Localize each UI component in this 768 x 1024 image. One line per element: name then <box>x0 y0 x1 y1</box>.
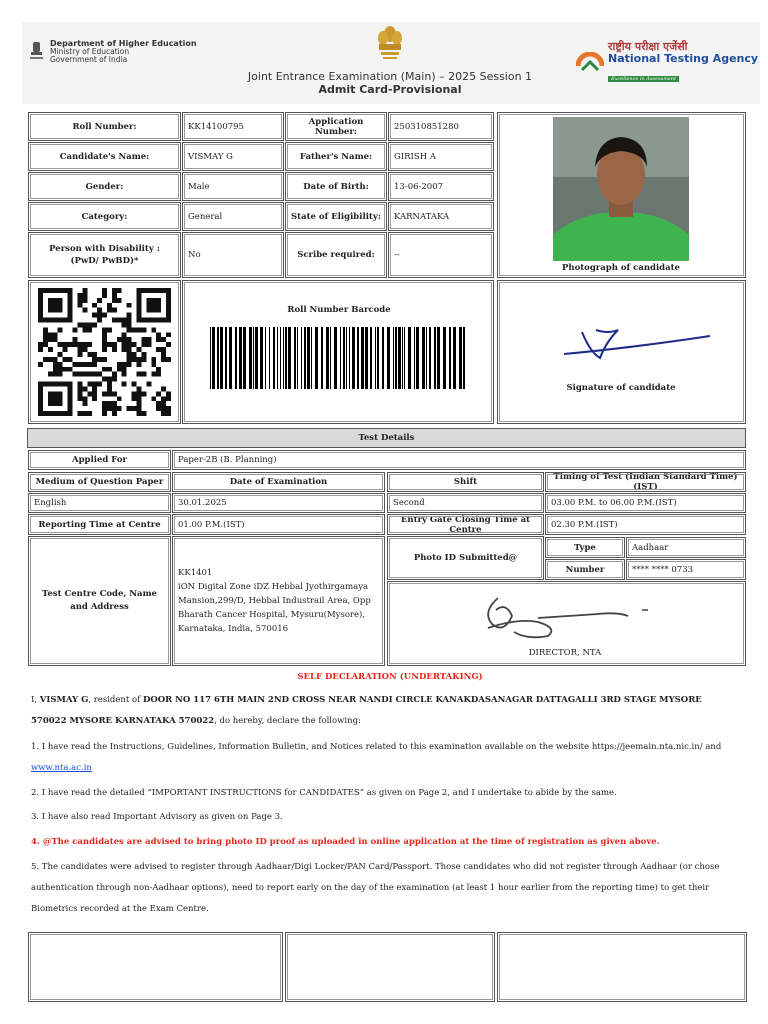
father-name-value: GIRISH A <box>388 142 494 171</box>
ministry-name: Ministry of Education <box>50 47 130 56</box>
centre-value <box>172 536 385 666</box>
declaration-item-5: 5. The candidates were advised to register through Aadhaar/Digi Locker/PAN Card/Passport. Those candidates who did not register through Aadhaar (or chose authentication through non-Aadhaar options), need to report early on the day of the examination (at least 1 hour earlier from the reporting time) to get their Biometrics recorded at the Exam Centre. <box>31 862 720 914</box>
id-type-value: Aadhaar <box>626 537 746 558</box>
father-name-label: Father's Name: <box>285 142 387 171</box>
bottom-box-left <box>28 932 283 1002</box>
timing-value: 03.00 P.M. to 06.00 P.M.(IST) <box>545 493 746 513</box>
national-emblem-icon <box>372 24 408 64</box>
bottom-box-right <box>497 932 747 1002</box>
scribe-value: -- <box>388 232 494 278</box>
government-name: Government of India <box>50 55 128 64</box>
dept-name: Department of Higher Education <box>50 39 197 48</box>
dob-value: 13-06-2007 <box>388 172 494 201</box>
declarant-name: VISMAY G <box>39 695 89 705</box>
state-emblem-icon <box>28 40 45 62</box>
state-label: State of Eligibility: <box>285 202 387 231</box>
candidate-name-label: Candidate's Name: <box>28 142 181 171</box>
gender-label: Gender: <box>28 172 181 201</box>
declaration-item-4: 4. @The candidates are advised to bring photo ID proof as uploaded in online application at the time of registration as given above. <box>31 837 660 847</box>
declaration-title: SELF DECLARATION (UNDERTAKING) <box>297 672 483 682</box>
roll-number-barcode <box>210 327 468 389</box>
gate-closing-value: 02.30 P.M.(IST) <box>545 514 746 535</box>
barcode-label: Roll Number Barcode <box>287 305 391 315</box>
exam-date-label: Date of Examination <box>172 472 385 492</box>
pwd-label: Person with Disability : (PwD/ PwBD)* <box>28 232 181 278</box>
photo-id-label: Photo ID Submitted@ <box>387 536 544 580</box>
photo-caption: Photograph of candidate <box>562 263 680 273</box>
declaration-item-2: 2. I have read the detailed “IMPORTANT INSTRUCTIONS for CANDIDATES” as given on Page 2, and I undertake to abide by the same. <box>31 788 617 798</box>
gate-closing-label: Entry Gate Closing Time at Centre <box>387 514 544 535</box>
centre-code: KK1401 <box>178 568 213 578</box>
application-number-value: 250310851280 <box>388 112 494 141</box>
roll-number-value: KK14100795 <box>182 112 284 141</box>
id-number-value: **** **** 0733 <box>626 559 746 580</box>
id-number-label: Number <box>545 559 625 580</box>
application-number-label: Application Number: <box>285 112 387 141</box>
scribe-label: Scribe required: <box>285 232 387 278</box>
roll-number-label: Roll Number: <box>28 112 181 141</box>
candidate-name-value: VISMAY G <box>182 142 284 171</box>
reporting-time-label: Reporting Time at Centre <box>28 514 171 535</box>
medium-value: English <box>28 493 171 513</box>
director-signature <box>478 588 650 646</box>
medium-label: Medium of Question Paper <box>28 472 171 492</box>
candidate-photo <box>553 117 689 261</box>
pwd-value: No <box>182 232 284 278</box>
dob-label: Date of Birth: <box>285 172 387 201</box>
timing-label: Timing of Test (Indian Standard Time) (IST) <box>545 472 746 492</box>
declaration-intro: I, VISMAY G, resident of DOOR NO 117 6TH MAIN 2ND CROSS NEAR NANDI CIRCLE KANAKDASANAGAR DATTAGALLI 3RD STAGE MYSORE 570022 MYSORE KARNATAKA 570022, do hereby, declare the following: <box>31 695 702 726</box>
applied-for-label: Applied For <box>28 450 171 470</box>
reporting-time-value: 01.00 P.M.(IST) <box>172 514 385 535</box>
centre-label: Test Centre Code, Name and Address <box>28 536 171 666</box>
admit-card-title: Admit Card-Provisional <box>318 83 462 96</box>
nta-hindi-name: राष्ट्रीय परीक्षा एजेंसी <box>608 40 688 53</box>
ministry-header <box>28 40 197 64</box>
id-type-label: Type <box>545 537 625 558</box>
bottom-box-middle <box>285 932 495 1002</box>
nta-tagline: Excellence in Assessment <box>608 76 679 82</box>
category-value: General <box>182 202 284 231</box>
centre-address: iON Digital Zone iDZ Hebbal Jyothirgamaya Mansion,299/D, Hebbal Industrail Area, Opp Bharath Cancer Hospital, Mysuru(Mysore), Karnataka, India, 570016 <box>178 582 371 634</box>
director-caption: DIRECTOR, NTA <box>528 648 602 658</box>
applied-for-value: Paper-2B (B. Planning) <box>172 450 746 470</box>
exam-title: Joint Entrance Examination (Main) – 2025 Session 1 <box>247 70 533 83</box>
exam-date-value: 30.01.2025 <box>172 493 385 513</box>
test-details-heading: Test Details <box>27 428 746 448</box>
state-value: KARNATAKA <box>388 202 494 231</box>
gender-value: Male <box>182 172 284 201</box>
category-label: Category: <box>28 202 181 231</box>
nta-website-link[interactable]: www.nta.ac.in <box>31 763 92 773</box>
signature-caption: Signature of candidate <box>566 383 676 393</box>
shift-value: Second <box>387 493 544 513</box>
shift-label: Shift <box>387 472 544 492</box>
declaration-item-1: 1. I have read the Instructions, Guidelines, Information Bulletin, and Notices related to this examination available on the website https://jeemain.nta.nic.in/ and www.nta.ac.in <box>31 742 722 773</box>
candidate-signature <box>560 322 712 364</box>
declarant-address: DOOR NO 117 6TH MAIN 2ND CROSS NEAR NANDI CIRCLE KANAKDASANAGAR DATTAGALLI 3RD STAGE MYSORE 570022 MYSORE KARNATAKA 570022 <box>31 695 702 726</box>
nta-english-name: National Testing Agency <box>608 52 759 65</box>
qr-code-icon <box>37 288 172 416</box>
declaration-item-3: 3. I have also read Important Advisory as given on Page 3. <box>31 812 283 822</box>
